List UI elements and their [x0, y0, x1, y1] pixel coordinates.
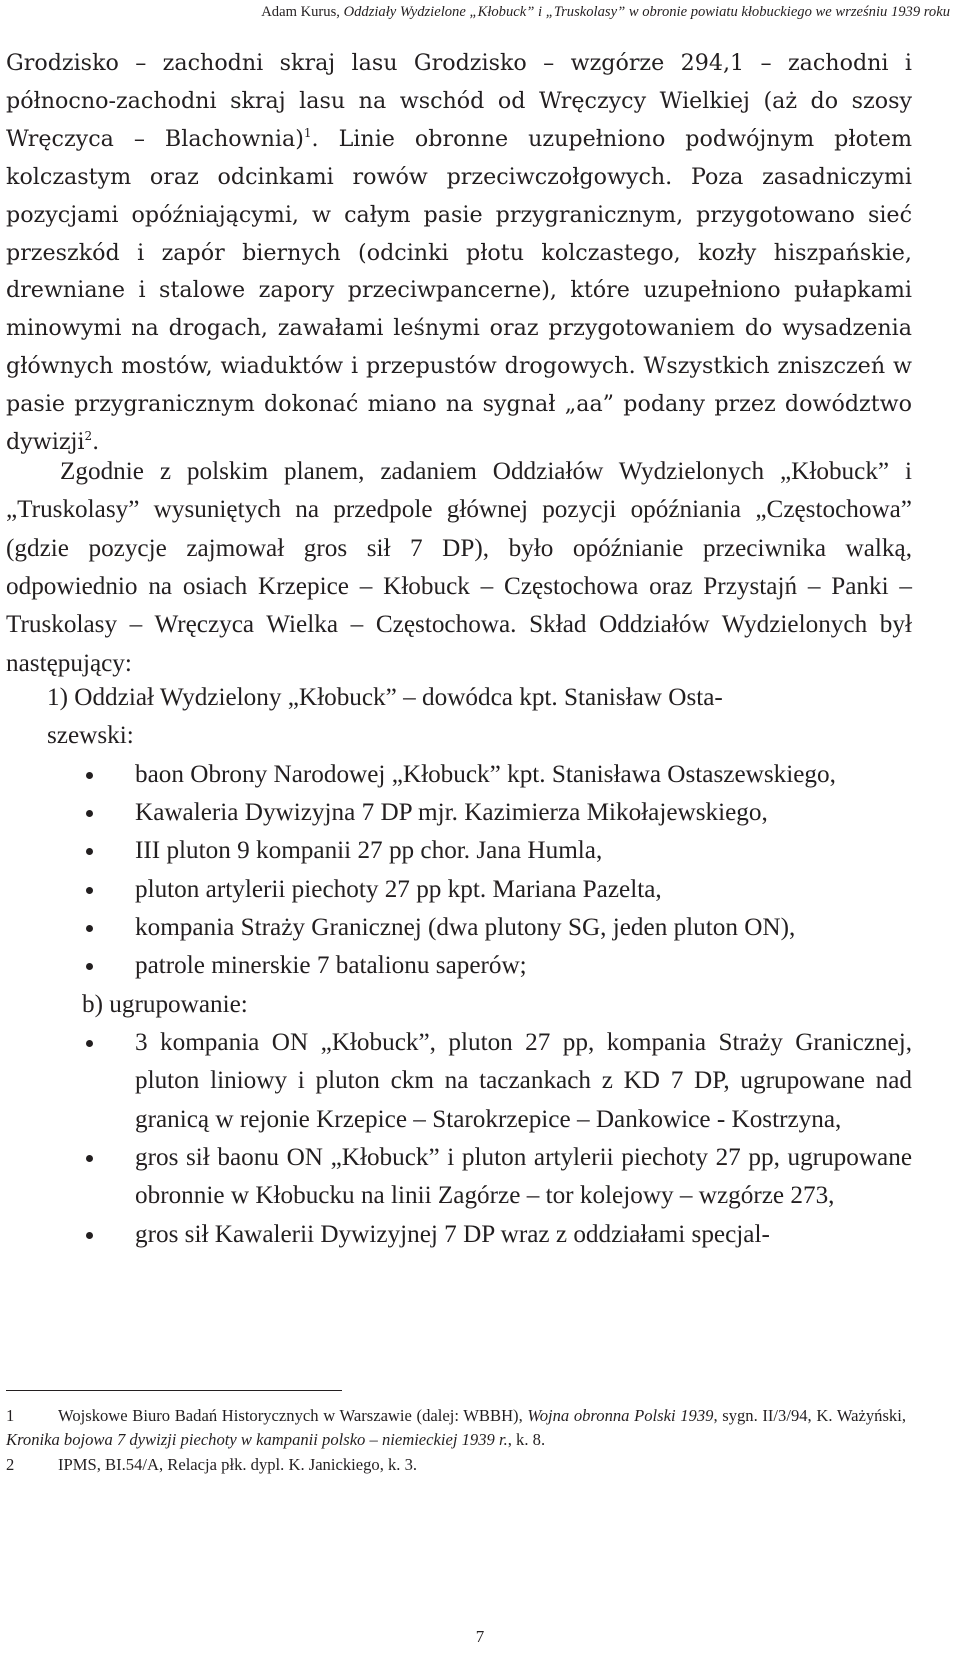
bullet-text: gros sił Kawalerii Dywizyjnej 7 DP wraz z oddziałami specjal- [135, 1220, 770, 1248]
bullet-text: patrole minerskie 7 batalionu saperów; [135, 952, 527, 980]
list-item-b: b) ugrupowanie: [82, 990, 248, 1018]
footnote-2-number: 2 [6, 1454, 15, 1474]
footnotes [6, 1404, 906, 1477]
footnote-1-text-b: Wojna obronna Polski 1939 [527, 1406, 714, 1425]
header-title: Oddziały Wydzielone „Kłobuck” i „Truskolasy” w obronie powiatu kłobuckiego we wrześniu 1939 roku [343, 4, 950, 20]
bullet-icon [86, 887, 93, 894]
list-item [0, 909, 912, 947]
bullet-text: gros sił baonu ON „Kłobuck” i pluton artylerii piechoty 27 pp, ugrupowane obronnie w Kłobucku na linii Zagórze – tor kolejowy – wzgórze 273, [135, 1144, 912, 1210]
list-item [0, 871, 912, 909]
bullet-text: 3 kompania ON „Kłobuck”, pluton 27 pp, kompania Straży Granicznej, pluton liniowy i pluton ckm na taczankach z KD 7 DP, ugrupowane nad granicą w rejonie Krzepice – Starokrzepice – Dankowice - Kostrzyna, [135, 1029, 912, 1133]
page-number: 7 [475, 1627, 485, 1646]
bullet-icon [86, 848, 93, 855]
bullet-text: baon Obrony Narodowej „Kłobuck” kpt. Stanisława Ostaszewskiego, [135, 760, 836, 788]
list-item [0, 1024, 912, 1139]
bullet-icon [86, 963, 93, 970]
footnote-ref-1[interactable]: 1 [303, 125, 312, 140]
footnote-1 [6, 1404, 906, 1453]
list-item [0, 947, 912, 985]
bullet-text: Kawaleria Dywizyjna 7 DP mjr. Kazimierza Mikołajewskiego, [135, 799, 768, 827]
list-item [0, 1216, 912, 1254]
footnote-1-text-c: , sygn. II/3/94, K. Ważyński, [713, 1406, 906, 1425]
bullet-icon [86, 810, 93, 817]
footnote-1-text-a: Wojskowe Biuro Badań Historycznych w Warszawie (dalej: WBBH), [58, 1406, 528, 1425]
footnote-1-text-e: , k. 8. [507, 1430, 546, 1450]
bullet-text: pluton artylerii piechoty 27 pp kpt. Mariana Pazelta, [135, 875, 662, 903]
bullet-icon [86, 1155, 93, 1162]
running-header [10, 4, 950, 21]
bullet-text: III pluton 9 kompanii 27 pp chor. Jana Humla, [135, 837, 603, 865]
list-item [0, 756, 912, 794]
footnote-2 [6, 1453, 906, 1477]
footnote-1-number: 1 [6, 1406, 15, 1425]
paragraph-1-text-c: . [92, 429, 100, 456]
footnote-separator [6, 1390, 342, 1391]
bullet-icon [86, 925, 93, 932]
bullet-icon [86, 772, 93, 779]
paragraph-2 [6, 453, 912, 683]
list-item [0, 794, 912, 832]
header-author: Adam Kurus, [261, 4, 344, 20]
paragraph-1-text-a: Grodzisko – zachodni skraj lasu Grodzisko – wzgórze 294,1 – zachodni i północno-zachodni skraj lasu na wschód od Wręczycy Wielkiej (aż do szosy Wręczyca – Blachownia) [6, 50, 912, 152]
list-item [0, 832, 912, 870]
paragraph-2-text: Zgodnie z polskim planem, zadaniem Oddziałów Wydzielonych „Kłobuck” i „Truskolasy” wysuniętych na przedpole głównej pozycji opóźniania „Częstochowa” (gdzie pozycje zajmował gros sił 7 DP), było opóźnianie przeciwnika walką, odpowiednio na osiach Krzepice – Kłobuck – Częstochowa oraz Przystajń – Panki – Truskolasy – Wręczyca Wielka – Częstochowa. Skład Oddziałów Wydzielonych był następujący: [6, 458, 912, 677]
list-item-1-line-2: szewski: [47, 722, 134, 750]
bullet-text: kompania Straży Granicznej (dwa plutony SG, jeden pluton ON), [135, 914, 796, 942]
bullet-icon [86, 1232, 93, 1239]
paragraph-1-text-b: . Linie obronne uzupełniono podwójnym płotem kolczastym oraz odcinkami rowów przeciwczołgowych. Poza zasadniczymi pozycjami opóźniającymi, w całym pasie przygranicznym, przygotowano sieć przeszkód i zapór biernych (odcinki płotu kolczastego, kozły hiszpańskie, drewniane i stalowe zapory przeciwpancerne), które uzupełniono pułapkami minowymi na drogach, zawałami leśnymi oraz przygotowaniem do wysadzenia głównych mostów, wiaduktów i przepustów drogowych. Wszystkich zniszczeń w pasie przygranicznym dokonać miano na sygnał „aa” podany przez dowództwo dywizji [6, 125, 912, 456]
footnote-1-text-d: Kronika bojowa 7 dywizji piechoty w kampanii polsko – niemieckiej 1939 r. [6, 1430, 508, 1450]
bullet-icon [86, 1040, 93, 1047]
list-item [0, 1139, 912, 1216]
paragraph-1 [6, 45, 912, 462]
footnote-2-text: IPMS, BI.54/A, Relacja płk. dypl. K. Janickiego, k. 3. [58, 1454, 418, 1474]
footnote-ref-2[interactable]: 2 [84, 429, 93, 444]
unit-list [0, 679, 912, 1254]
list-item-1-line-1: 1) Oddział Wydzielony „Kłobuck” – dowódca kpt. Stanisław Osta- [47, 684, 723, 711]
